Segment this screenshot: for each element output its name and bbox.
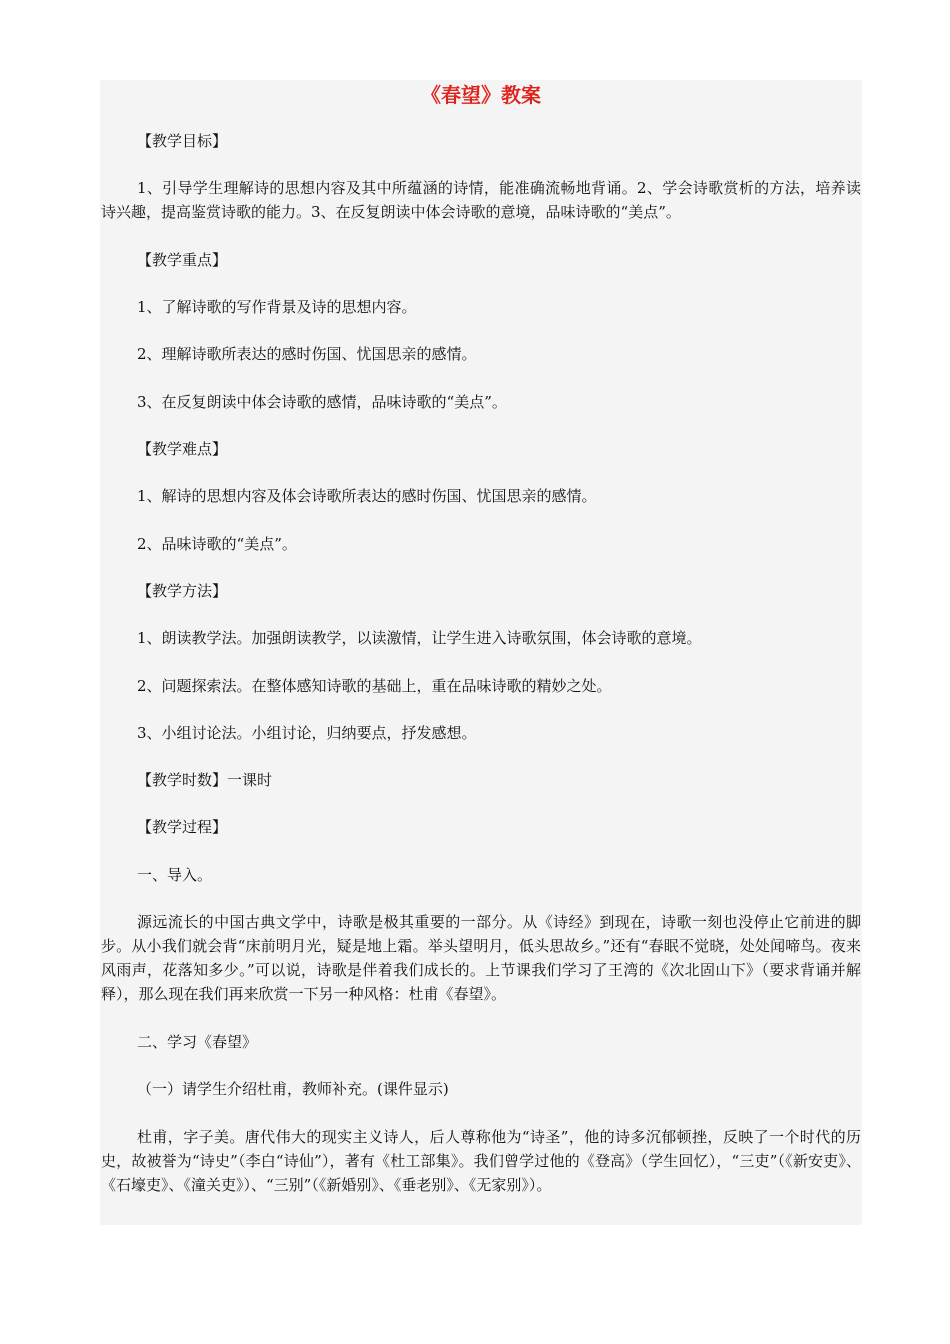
difficult-points-heading: 【教学难点】 [137,440,228,458]
key-points-heading: 【教学重点】 [137,251,228,269]
process-heading: 【教学过程】 [137,818,228,836]
methods-heading: 【教学方法】 [137,582,228,600]
method-item: 1、朗读教学法。加强朗读教学，以读激情，让学生进入诗歌氛围，体会诗歌的意境。 [137,629,702,647]
teaching-hours-line: 【教学时数】一课时 [137,771,273,789]
objectives-paragraph: 1、引导学生理解诗的思想内容及其中所蕴涵的诗情，能准确流畅地背诵。2、学会诗歌赏析的方法，培养读诗兴趣，提高鉴赏诗歌的能力。3、在反复朗读中体会诗歌的意境，品味诗歌的“美点”。 [101,179,861,221]
method-item: 3、小组讨论法。小组讨论，归纳要点，抒发感想。 [137,724,477,742]
difficult-point-item: 2、品味诗歌的“美点”。 [137,535,297,553]
method-item: 2、问题探索法。在整体感知诗歌的基础上，重在品味诗歌的精妙之处。 [137,677,612,695]
intro-paragraph: 源远流长的中国古典文学中，诗歌是极其重要的一部分。从《诗经》到现在，诗歌一刻也没停止它前进的脚步。从小我们就会背“床前明月光，疑是地上霜。举头望明月，低头思故乡。”还有“春眠不觉晓，处处闻啼鸟。夜来风雨声，花落知多少。”可以说，诗歌是伴着我们成长的。上节课我们学习了王湾的《次北固山下》（要求背诵并解释），那么现在我们再来欣赏一下另一种风格：杜甫《春望》。 [101,913,861,1003]
key-point-item: 2、理解诗歌所表达的感时伤国、忧国思亲的感情。 [137,345,477,363]
study-subheading: （一）请学生介绍杜甫，教师补充。(课件显示) [137,1080,449,1098]
objectives-heading: 【教学目标】 [137,132,228,150]
study-heading: 二、学习《春望》 [137,1033,258,1051]
intro-heading: 一、导入。 [137,866,213,884]
document-title: 《春望》教案 [421,83,541,107]
key-point-item: 1、了解诗歌的写作背景及诗的思想内容。 [137,298,417,316]
difficult-point-item: 1、解诗的思想内容及体会诗歌所表达的感时伤国、忧国思亲的感情。 [137,487,597,505]
dufu-paragraph: 杜甫，字子美。唐代伟大的现实主义诗人，后人尊称他为“诗圣”，他的诗多沉郁顿挫，反映了一个时代的历史，故被誉为“诗史”（李白“诗仙”），著有《杜工部集》。我们曾学过他的《登高》（学生回忆），“三吏”（《新安吏》、《石壕吏》、《潼关吏》）、“三别”（《新婚别》、《垂老别》、《无家别》）。 [101,1128,861,1194]
key-point-item: 3、在反复朗读中体会诗歌的感情，品味诗歌的“美点”。 [137,393,507,411]
